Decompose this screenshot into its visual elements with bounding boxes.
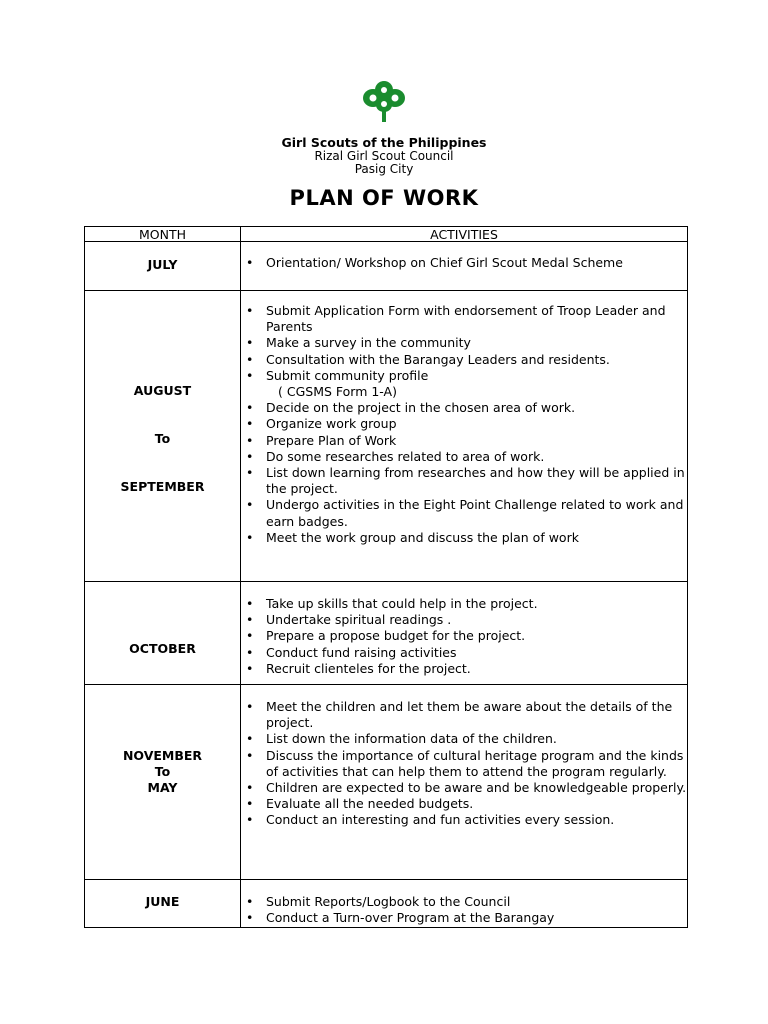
activities-cell	[241, 880, 688, 928]
activities-list	[241, 596, 687, 677]
list-item: • Submit Application Form with endorsement of Troop Leader and Parents	[241, 303, 687, 335]
activities-list	[241, 699, 687, 829]
list-item: • List down the information data of the children.	[241, 731, 687, 747]
table-row	[85, 242, 688, 291]
trefoil-logo-icon	[359, 80, 409, 124]
list-item: • Take up skills that could help in the project.	[241, 596, 687, 612]
list-item: • Organize work group	[241, 416, 687, 432]
council-name: Rizal Girl Scout Council	[314, 149, 454, 163]
organization-name: Girl Scouts of the Philippines	[281, 135, 487, 150]
list-item: • Submit Reports/Logbook to the Council	[241, 894, 687, 910]
activities-list	[241, 303, 687, 546]
page-title: PLAN OF WORK	[289, 186, 479, 210]
list-item: • Meet the children and let them be aware about the details of the project.	[241, 699, 687, 731]
month-cell	[85, 880, 241, 928]
month-label: JUNE	[145, 894, 180, 909]
month-cell	[85, 582, 241, 685]
list-item: ( CGSMS Form 1-A)	[278, 384, 397, 400]
month-column-header: MONTH	[85, 227, 241, 242]
list-item: • Prepare Plan of Work	[241, 433, 687, 449]
list-item: • Meet the work group and discuss the plan of work	[241, 530, 687, 546]
list-item: • Conduct a Turn-over Program at the Barangay	[241, 910, 687, 926]
list-item: • Conduct fund raising activities	[241, 645, 687, 661]
list-item: • Prepare a propose budget for the project.	[241, 628, 687, 644]
month-label: SEPTEMBER	[120, 479, 205, 494]
month-label: JULY	[147, 257, 178, 272]
list-item: • Decide on the project in the chosen area of work.	[241, 400, 687, 416]
month-cell	[85, 242, 241, 291]
activities-cell	[241, 291, 688, 582]
activities-column-header: ACTIVITIES	[241, 227, 688, 242]
list-item: • List down learning from researches and how they will be applied in the project.	[241, 465, 687, 497]
list-item: • Discuss the importance of cultural heritage program and the kinds of activities that can help them to attend the program regularly.	[241, 748, 687, 780]
city-name: Pasig City	[354, 162, 414, 176]
table-row	[85, 685, 688, 880]
month-cell	[85, 685, 241, 880]
activities-cell	[241, 242, 688, 291]
table-row	[85, 582, 688, 685]
month-label: To	[154, 431, 171, 446]
list-item: • Make a survey in the community	[241, 335, 687, 351]
list-item: • Consultation with the Barangay Leaders and residents.	[241, 352, 687, 368]
list-item: • Orientation/ Workshop on Chief Girl Scout Medal Scheme	[241, 255, 687, 271]
list-item: • Undertake spiritual readings .	[241, 612, 687, 628]
list-item: • Submit community profile	[241, 368, 687, 384]
month-label: To	[154, 764, 171, 779]
table-row	[85, 880, 688, 928]
plan-of-work-table	[84, 226, 688, 928]
month-label: AUGUST	[133, 383, 192, 398]
list-item: • Undergo activities in the Eight Point Challenge related to work and earn badges.	[241, 497, 687, 529]
list-item: • Recruit clienteles for the project.	[241, 661, 687, 677]
activities-list	[241, 255, 687, 271]
month-label: MAY	[147, 780, 178, 795]
list-item: • Do some researches related to area of work.	[241, 449, 687, 465]
activities-list	[241, 894, 687, 926]
month-label: NOVEMBER	[122, 748, 203, 763]
table-header-row	[85, 227, 688, 242]
month-label: OCTOBER	[129, 641, 196, 656]
table-row	[85, 291, 688, 582]
activities-cell	[241, 582, 688, 685]
activities-cell	[241, 685, 688, 880]
month-cell	[85, 291, 241, 582]
list-item: • Children are expected to be aware and be knowledgeable properly.	[241, 780, 687, 796]
list-item: • Conduct an interesting and fun activities every session.	[241, 812, 687, 828]
list-item: • Evaluate all the needed budgets.	[241, 796, 687, 812]
